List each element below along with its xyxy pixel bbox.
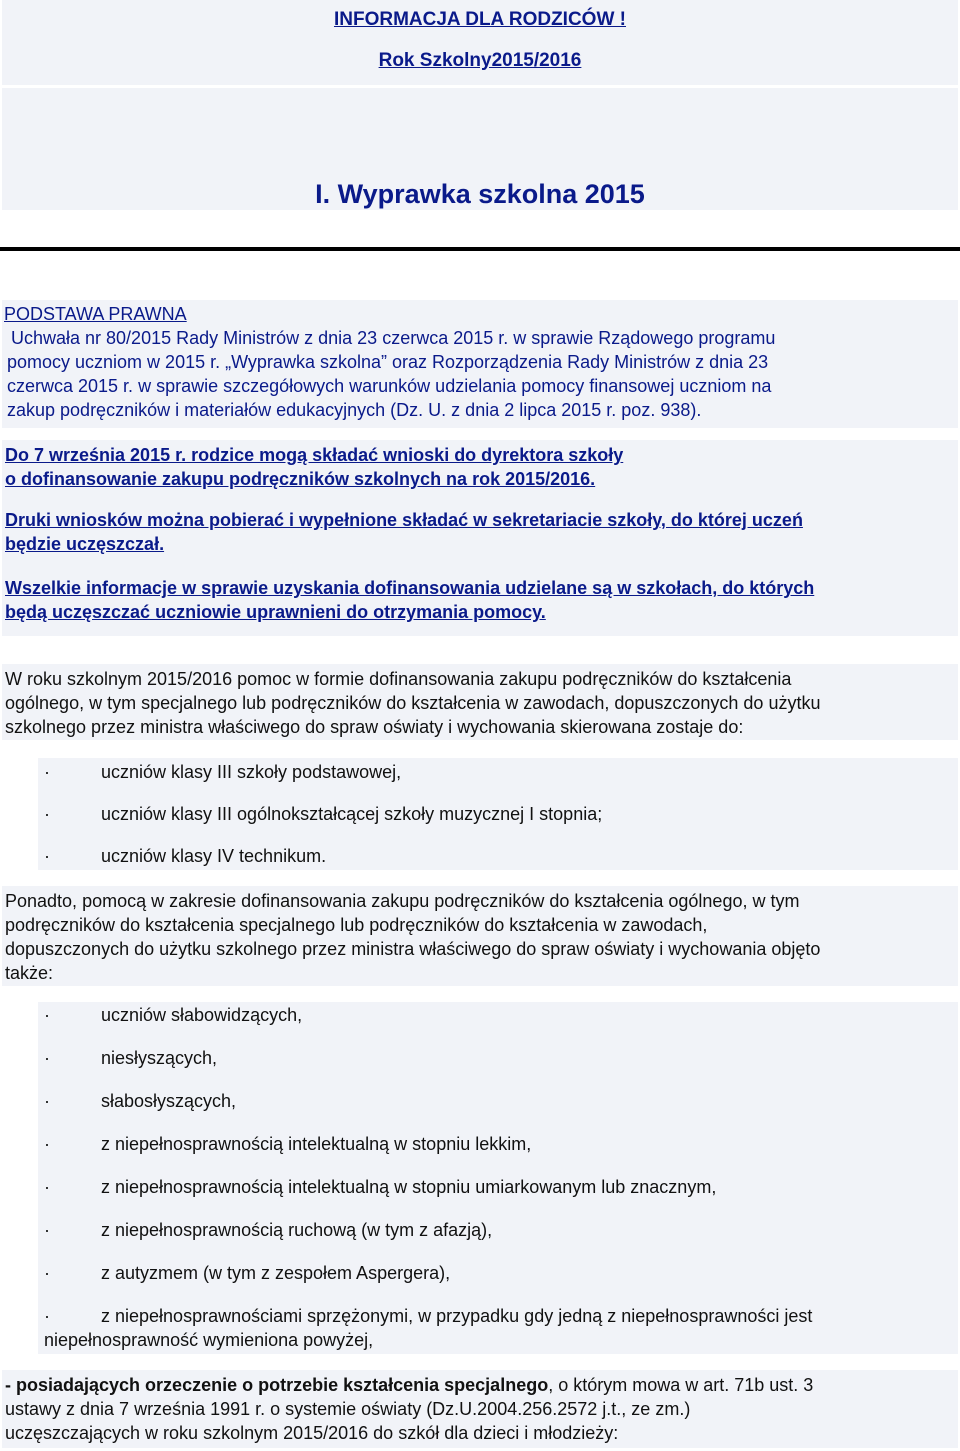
- section-title-block: [2, 88, 958, 210]
- final-line-2: ustawy z dnia 7 września 1991 r. o systemie oświaty (Dz.U.2004.256.2572 j.t., ze zm.): [5, 1399, 691, 1419]
- list-2: [38, 1002, 958, 1354]
- list-item-text: z niepełnosprawnością intelektualną w stopniu lekkim,: [101, 1134, 532, 1154]
- final-text: [5, 1373, 813, 1445]
- list-item-text: z niepełnosprawnością intelektualną w stopniu umiarkowanym lub znacznym,: [101, 1177, 717, 1197]
- bullet: ·: [44, 1048, 50, 1068]
- list-item-text: uczniów słabowidzących,: [101, 1005, 303, 1025]
- horizontal-rule: [0, 247, 960, 251]
- paragraph-line: ogólnego, w tym specjalnego lub podręczników do kształcenia w zawodach, dopuszczonych do użytku: [5, 693, 821, 713]
- legal-line: czerwca 2015 r. w sprawie szczegółowych warunków udzielania pomocy finansowej uczniom na: [7, 376, 772, 396]
- info-line: Wszelkie informacje w sprawie uzyskania dofinansowania udzielane są w szkołach, do których: [5, 578, 815, 598]
- list-item-text: z niepełnosprawnościami sprzężonymi, w przypadku gdy jedną z niepełnosprawności jest: [101, 1306, 813, 1326]
- paragraph-1-text: [5, 667, 820, 739]
- bullet: ·: [44, 1306, 50, 1326]
- list-1: [38, 758, 958, 870]
- bullet: ·: [44, 762, 50, 782]
- list-item-text: z niepełnosprawnością ruchową (w tym z afazją),: [101, 1220, 493, 1240]
- paragraph-line: podręczników do kształcenia specjalnego lub podręczników do kształcenia w zawodach,: [5, 915, 708, 935]
- bullet: ·: [44, 1177, 50, 1197]
- final-rest: , o którym mowa w art. 71b ust. 3: [548, 1375, 814, 1395]
- paragraph-1: [2, 664, 958, 740]
- deadline-line: Do 7 września 2015 r. rodzice mogą składać wnioski do dyrektora szkoły: [5, 445, 624, 465]
- bullet: ·: [44, 1263, 50, 1283]
- list-item-text: niepełnosprawność wymieniona powyżej,: [44, 1330, 374, 1350]
- bullet: ·: [44, 1005, 50, 1025]
- info-line: będą uczęszczać uczniowie uprawnieni do otrzymania pomocy.: [5, 602, 546, 622]
- bullet: ·: [44, 804, 50, 824]
- info-notice: [5, 576, 814, 624]
- section-title: I. Wyprawka szkolna 2015: [315, 179, 645, 209]
- final-paragraph: [2, 1370, 958, 1448]
- paragraph-line: także:: [5, 963, 54, 983]
- final-line-3: uczęszczających w roku szkolnym 2015/2016 do szkół dla dzieci i młodzieży:: [5, 1423, 619, 1443]
- list-item-text: uczniów klasy III ogólnokształcącej szkoły muzycznej I stopnia;: [101, 804, 603, 824]
- list-item-text: z autyzmem (w tym z zespołem Aspergera),: [101, 1263, 451, 1283]
- paragraph-line: dopuszczonych do użytku szkolnego przez ministra właściwego do spraw oświaty i wychowania objęto: [5, 939, 821, 959]
- bullet: ·: [44, 1091, 50, 1111]
- legal-line: pomocy uczniom w 2015 r. „Wyprawka szkolna” oraz Rozporządzenia Rady Ministrów z dnia 23: [7, 352, 769, 372]
- paragraph-line: szkolnego przez ministra właściwego do spraw oświaty i wychowania skierowana zostaje do:: [5, 717, 744, 737]
- bullet: ·: [44, 846, 50, 866]
- notices-block: [2, 440, 958, 636]
- forms-line: Druki wniosków można pobierać i wypełnione składać w sekretariacie szkoły, do której uczeń: [5, 510, 803, 530]
- forms-notice: [5, 508, 803, 556]
- school-year: Rok Szkolny2015/2016: [378, 50, 582, 71]
- paragraph-line: Ponadto, pomocą w zakresie dofinansowania zakupu podręczników do kształcenia ogólnego, w tym: [5, 891, 800, 911]
- legal-line: zakup podręczników i materiałów edukacyjnych (Dz. U. z dnia 2 lipca 2015 r. poz. 938).: [7, 400, 702, 420]
- info-title: INFORMACJA DLA RODZICÓW !: [333, 9, 626, 30]
- final-line-1: [5, 1373, 813, 1397]
- bullet: ·: [44, 1220, 50, 1240]
- header-block: [2, 0, 958, 85]
- paragraph-2-text: [5, 889, 820, 985]
- list-item-text: słabosłyszących,: [101, 1091, 237, 1111]
- paragraph-2: [2, 886, 958, 986]
- legal-text: [7, 326, 775, 422]
- deadline-notice: [5, 443, 623, 491]
- final-bold-part: - posiadających orzeczenie o potrzebie kształcenia specjalnego: [5, 1375, 549, 1395]
- deadline-line: o dofinansowanie zakupu podręczników szkolnych na rok 2015/2016.: [5, 469, 596, 489]
- list-item-text: uczniów klasy IV technikum.: [101, 846, 327, 866]
- paragraph-line: W roku szkolnym 2015/2016 pomoc w formie dofinansowania zakupu podręczników do kształcenia: [5, 669, 792, 689]
- list-item-text: uczniów klasy III szkoły podstawowej,: [101, 762, 402, 782]
- forms-line: będzie uczęszczał.: [5, 534, 165, 554]
- bullet: ·: [44, 1134, 50, 1154]
- list-item-text: niesłyszących,: [101, 1048, 218, 1068]
- legal-basis-block: [2, 300, 958, 428]
- legal-line: Uchwała nr 80/2015 Rady Ministrów z dnia 23 czerwca 2015 r. w sprawie Rządowego programu: [11, 328, 776, 348]
- legal-heading: PODSTAWA PRAWNA: [4, 304, 187, 324]
